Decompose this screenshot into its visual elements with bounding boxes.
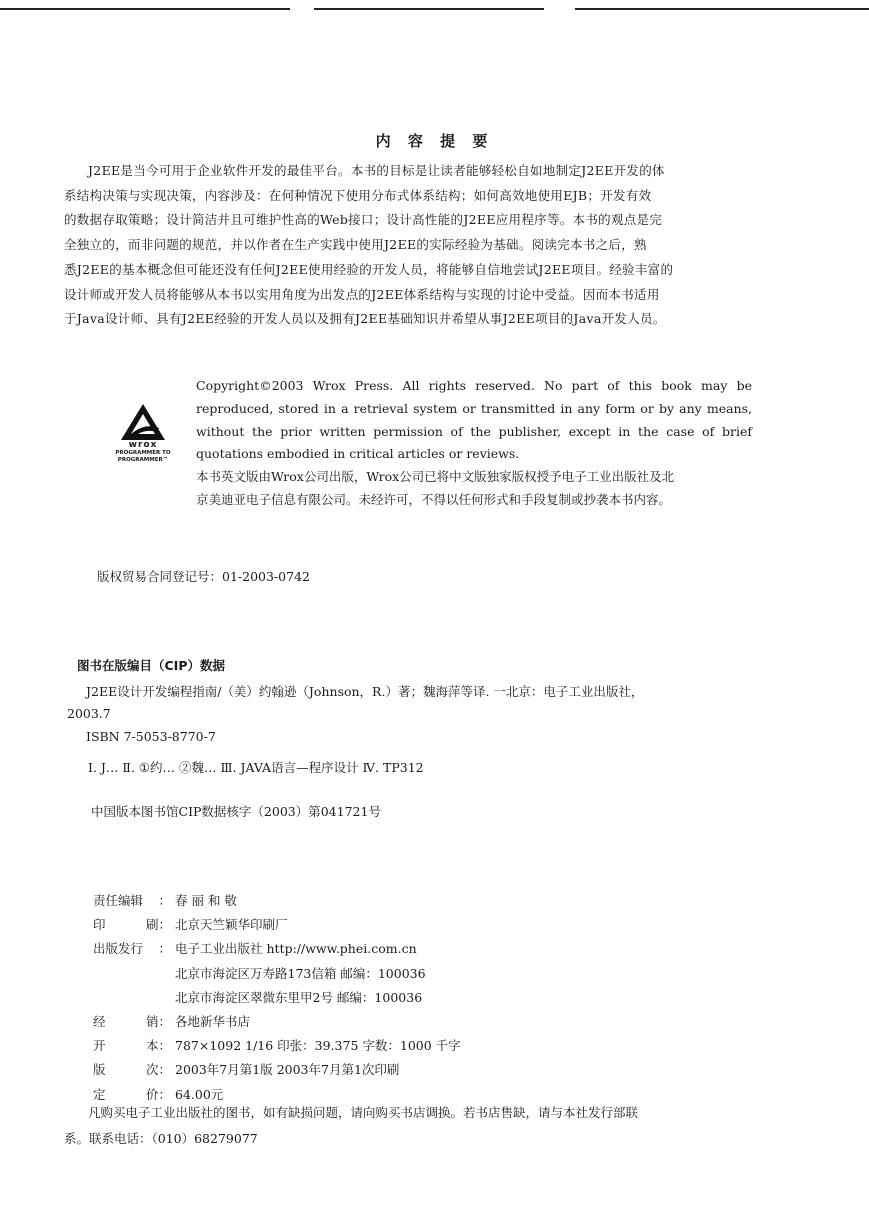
logo-tagline: PROGRAMMER TO bbox=[115, 450, 171, 456]
credit-value: 2003年7月第1版 2003年7月第1次印刷 bbox=[175, 1062, 400, 1078]
credit-value: 北京市海淀区翠微东里甲2号 邮编：100036 bbox=[175, 989, 423, 1005]
credit-row: 经 销： 各地新华书店 bbox=[93, 1014, 251, 1030]
cip-line: ISBN 7-5053-8770-7 bbox=[86, 729, 216, 744]
cip-line: 2003.7 bbox=[67, 706, 111, 721]
copyright-line: 京美迪亚电子信息有限公司。未经许可，不得以任何形式和手段复制或抄袭本书内容。 bbox=[196, 491, 672, 507]
credit-value: 北京天竺颖华印刷厂 bbox=[175, 917, 288, 933]
copyright-line: without the prior written permission of the publisher, except in the case of brief bbox=[196, 423, 752, 439]
credit-value: 电子工业出版社 http://www.phei.com.cn bbox=[175, 941, 417, 957]
credit-row bbox=[93, 961, 461, 985]
summary-line: 悉J2EE的基本概念但可能还没有任何J2EE使用经验的开发人员，将能够自信地尝试J2EE项目。经验丰富的 bbox=[64, 261, 674, 277]
summary-paragraph bbox=[64, 159, 750, 332]
credit-value: 787×1092 1/16 印张：39.375 字数：1000 千字 bbox=[175, 1038, 461, 1054]
publication-credits bbox=[93, 888, 461, 1106]
notice-line: 凡购买电子工业出版社的图书，如有缺损问题，请向购买书店调换。若书店售缺，请与本社发行部联 bbox=[88, 1105, 639, 1120]
cip-title: 图书在版编目（CIP）数据 bbox=[77, 658, 225, 673]
copyright-line: 本书英文版由Wrox公司出版，Wrox公司已将中文版独家版权授予电子工业出版社及北 bbox=[196, 469, 675, 485]
cip-line: 中国版本图书馆CIP数据核字（2003）第041721号 bbox=[91, 804, 381, 819]
credit-row: 出版发行 ： 电子工业出版社 http://www.phei.com.cn bbox=[93, 941, 417, 957]
summary-line: J2EE是当今可用于企业软件开发的最佳平台。本书的目标是让读者能够轻松自如地制定J2EE开发的体 bbox=[88, 163, 665, 178]
credit-row bbox=[93, 985, 461, 1009]
summary-line: 全独立的，而非问题的规范，并以作者在生产实践中使用J2EE的实际经验为基础。阅读完本书之后，熟 bbox=[64, 237, 647, 253]
copyright-line: Copyright©2003 Wrox Press. All rights reserved. No part of this book may be bbox=[196, 378, 752, 393]
notice-line: 系。联系电话：（010）68279077 bbox=[64, 1131, 258, 1146]
contract-registration: 版权贸易合同登记号：01-2003-0742 bbox=[97, 569, 310, 584]
summary-line: 系结构决策与实现决策，内容涉及：在何种情况下使用分布式体系结构；如何高效地使用EJB；开发有效 bbox=[64, 187, 652, 203]
credit-row: 版 次： 2003年7月第1版 2003年7月第1次印刷 bbox=[93, 1062, 400, 1078]
credit-row: 印 刷： 北京天竺颖华印刷厂 bbox=[93, 917, 288, 933]
summary-line: 设计师或开发人员将能够从本书以实用角度为出发点的J2EE体系结构与实现的讨论中受益。因而本书适用 bbox=[64, 286, 660, 302]
credit-row: 定 价： 64.00元 bbox=[93, 1086, 224, 1102]
top-rule bbox=[575, 8, 869, 10]
credit-value: 64.00元 bbox=[175, 1086, 224, 1102]
credit-row: 责任编辑 ： 春 丽 和 敬 bbox=[93, 893, 237, 909]
credit-row: 开 本： 787×1092 1/16 印张：39.375 字数：1000 千字 bbox=[93, 1038, 461, 1054]
top-rule bbox=[314, 8, 544, 10]
logo-brand: wrox bbox=[128, 440, 158, 450]
wrox-triangle-logo-icon bbox=[119, 402, 167, 442]
summary-line: 于Java设计师、具有J2EE经验的开发人员以及拥有J2EE基础知识并希望从事J2EE项目的Java开发人员。 bbox=[64, 311, 666, 327]
cip-line: J2EE设计开发编程指南/（美）约翰逊（Johnson，R.）著；魏海萍等译. 一北京：电子工业出版社， bbox=[86, 684, 644, 699]
copyright-line: quotations embodied in critical articles or reviews. bbox=[196, 446, 520, 462]
top-rule bbox=[0, 8, 290, 10]
credit-value: 春 丽 和 敬 bbox=[175, 893, 237, 909]
cip-line: Ⅰ. J… Ⅱ. ①约… ②魏… Ⅲ. JAVA语言—程序设计 Ⅳ. TP312 bbox=[88, 760, 424, 775]
copyright-line: reproduced, stored in a retrieval system or transmitted in any form or by any means, bbox=[196, 400, 752, 416]
page-title: 内 容 提 要 bbox=[375, 132, 494, 150]
copyright-notice bbox=[196, 375, 752, 512]
summary-line: 的数据存取策略；设计简洁并且可维护性高的Web接口；设计高性能的J2EE应用程序等。本书的观点是完 bbox=[64, 212, 663, 228]
credit-value: 各地新华书店 bbox=[175, 1014, 251, 1030]
purchase-notice bbox=[64, 1100, 638, 1152]
credit-value: 北京市海淀区万寿路173信箱 邮编：100036 bbox=[175, 965, 426, 981]
wrox-logo bbox=[100, 402, 186, 464]
logo-tagline: PROGRAMMER™ bbox=[117, 457, 169, 463]
